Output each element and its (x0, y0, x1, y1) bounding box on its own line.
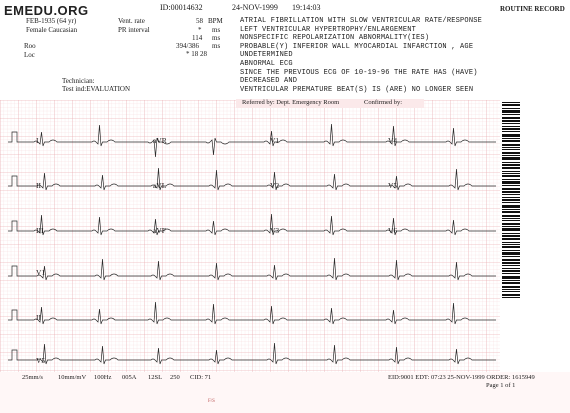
ecg-header (0, 0, 570, 100)
barcode (500, 100, 522, 300)
interpretation-line: UNDETERMINED (240, 51, 293, 60)
rhythm-label-2: II (36, 313, 41, 322)
barcode-bar (502, 246, 520, 248)
barcode-bar (502, 233, 520, 234)
interpretation-line: NONSPECIFIC REPOLARIZATION ABNORMALITY(IES) (240, 34, 430, 43)
barcode-bar (502, 102, 520, 103)
gain: 10mm/mV (58, 374, 87, 381)
room-label: Roo (24, 42, 36, 50)
barcode-bar (502, 114, 520, 115)
qt-qtc-unit: ms (212, 42, 221, 50)
qrs-unit: ms (212, 34, 221, 42)
barcode-bar (502, 131, 520, 132)
barcode-bar (502, 140, 520, 142)
barcode-bar (502, 120, 520, 122)
lead-label-v5: V5 (388, 181, 398, 190)
barcode-bar (502, 110, 520, 113)
barcode-bar (502, 164, 520, 166)
lead-label-ii: II (36, 181, 41, 190)
qt-qtc-value: 394/386 (176, 42, 199, 50)
barcode-bar (502, 270, 520, 272)
barcode-bar (502, 126, 520, 127)
lead-label-iii: III (36, 226, 44, 235)
lead-label-avf: aVF (153, 226, 166, 235)
barcode-bar (502, 175, 520, 177)
barcode-bar (502, 123, 520, 124)
grid-paper (0, 100, 500, 400)
barcode-bar (502, 282, 520, 284)
lead-label-v4: V4 (388, 136, 398, 145)
barcode-bar (502, 238, 520, 240)
barcode-bar (502, 268, 520, 269)
confirmed-by: Confirmed by: (364, 99, 403, 106)
barcode-bar (502, 199, 520, 201)
barcode-bar (502, 242, 520, 243)
barcode-bar (502, 191, 520, 193)
interpretation-line: ABNORMAL ECG (240, 59, 293, 68)
pr-value: * (198, 26, 202, 34)
barcode-bar (502, 173, 520, 174)
routine-label: ROUTINE RECORD (500, 5, 565, 13)
barcode-bar (502, 294, 520, 296)
barcode-bar (502, 152, 520, 154)
barcode-bar (502, 188, 520, 190)
barcode-bar (502, 228, 520, 231)
lead-label-i: I (36, 136, 39, 145)
watermark: EMEDU.ORG (4, 3, 89, 18)
barcode-bar (502, 138, 520, 139)
lead-label-avr: aVR (153, 136, 167, 145)
ecg-grid (0, 100, 570, 413)
barcode-bar (502, 209, 520, 210)
barcode-bar (502, 155, 520, 156)
code-12sl: 12SL (148, 374, 163, 381)
interpretation-line: SINCE THE PREVIOUS ECG OF 10-19-96 THE RATE HAS (HAVE) (240, 68, 478, 77)
barcode-bar (502, 167, 520, 169)
barcode-bar (502, 244, 520, 245)
barcode-bar (502, 276, 520, 279)
barcode-bar (502, 223, 520, 225)
barcode-bar (502, 265, 520, 266)
vent-rate-value: 58 (196, 17, 203, 25)
barcode-bar (502, 117, 520, 119)
barcode-bar (502, 181, 520, 184)
barcode-bar (502, 262, 520, 264)
barcode-bar (502, 185, 520, 186)
order-number: 1615949 (512, 374, 535, 381)
barcode-bar (502, 256, 520, 257)
barcode-bar (502, 144, 520, 146)
interpretation-line: PROBABLE(Y) INFERIOR WALL MYOCARDIAL INFARCTION , AGE (240, 42, 474, 51)
rhythm-label-3: V5 (36, 356, 46, 365)
rhythm-label-1: V1 (36, 268, 46, 277)
barcode-bar (502, 197, 520, 198)
code-005a: 005A (122, 374, 137, 381)
interpretation-line: ATRIAL FIBRILLATION WITH SLOW VENTRICULAR RATE/RESPONSE (240, 17, 483, 25)
cid: CID: 71 (190, 374, 212, 381)
barcode-bar (502, 149, 520, 150)
code-250: 250 (170, 374, 180, 381)
technician-label: Technician: (62, 77, 95, 85)
vent-rate-label: Vent. rate (118, 17, 145, 25)
paper-speed: 25mm/s (22, 374, 43, 381)
loc-label: Loc (24, 51, 35, 59)
lead-label-v2: V2 (270, 181, 280, 190)
barcode-bar (502, 128, 520, 130)
barcode-bar (502, 205, 520, 208)
barcode-bar (502, 202, 520, 203)
eid-line: EID:9001 EDT: 07:23 25-NOV-1999 ORDER: (388, 374, 511, 381)
barcode-bar (502, 226, 520, 227)
axes-value: * 18 28 (186, 50, 207, 58)
bottom-code: F/S (208, 399, 215, 404)
barcode-bar (502, 259, 520, 261)
patient-sex: Female Caucasian (26, 26, 78, 34)
lead-label-avl: aVL (153, 181, 167, 190)
interpretation-block (240, 17, 482, 94)
barcode-bar (502, 291, 520, 292)
barcode-bar (502, 194, 520, 195)
barcode-bar (502, 220, 520, 221)
barcode-bar (502, 273, 520, 274)
filter: 100Hz (94, 374, 112, 381)
barcode-bar (502, 215, 520, 217)
interpretation-line: VENTRICULAR PREMATURE BEAT(S) IS (ARE) NO LONGER SEEN (240, 85, 474, 94)
barcode-bar (502, 250, 520, 251)
barcode-bar (502, 280, 520, 281)
lead-label-v1: V1 (270, 136, 280, 145)
barcode-bar (502, 289, 520, 290)
patient-id: ID:00014632 (160, 3, 203, 12)
record-time: 19:14:03 (292, 3, 321, 12)
barcode-bar (502, 297, 520, 298)
barcode-bar (502, 171, 520, 172)
barcode-bar (502, 104, 520, 106)
barcode-bar (502, 252, 520, 255)
page-number: Page 1 of 1 (486, 382, 516, 389)
interpretation-line: DECREASED AND (240, 77, 298, 86)
barcode-bar (502, 157, 520, 160)
vent-rate-unit: BPM (208, 17, 223, 25)
lead-label-v6: V6 (388, 226, 398, 235)
barcode-bar (502, 286, 520, 288)
pr-label: PR interval (118, 26, 150, 34)
qrs-value: 114 (192, 34, 203, 42)
interpretation-line: LEFT VENTRICULAR HYPERTROPHY/ENLARGEMENT (240, 25, 417, 34)
barcode-bar (502, 134, 520, 137)
record-date: 24-NOV-1999 (232, 3, 278, 12)
barcode-bar (502, 211, 520, 213)
barcode-bar (502, 179, 520, 180)
barcode-bar (502, 108, 520, 109)
pr-unit: ms (212, 26, 221, 34)
barcode-bar (502, 147, 520, 148)
barcode-bar (502, 218, 520, 219)
barcode-bar (502, 235, 520, 237)
barcode-bar (502, 162, 520, 163)
lead-label-v3: V3 (270, 226, 280, 235)
test-indication: Test ind:EVALUATION (62, 85, 131, 93)
patient-dob: FEB-1935 (64 yr) (26, 17, 77, 25)
referred-by: Referred by: Dept. Emergency Room (242, 99, 340, 106)
